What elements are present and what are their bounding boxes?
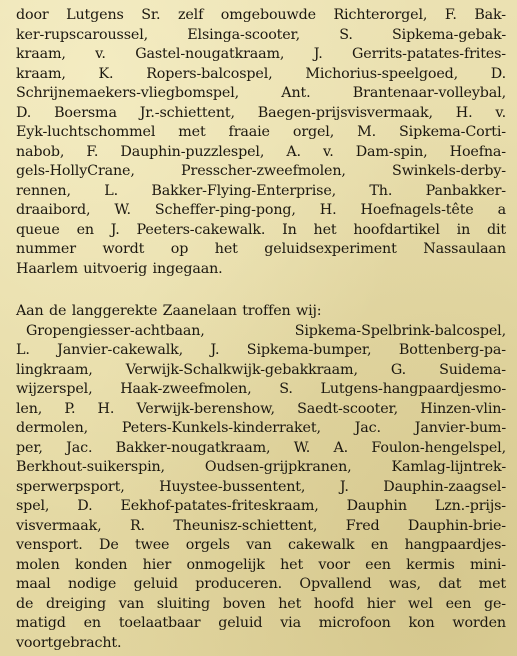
text-line: D. Boersma Jr.-schiettent, Baegen-prijsvisvermaak, H. v. xyxy=(16,104,506,121)
text-line: matigd en toelaatbaar geluid via microfoon kon worden xyxy=(16,615,506,631)
text-line: Schrijnemaekers-vliegbomspel, Ant. Brantenaar-volleybal, xyxy=(16,85,506,101)
paragraph-fairground-attractions-1 xyxy=(16,6,506,279)
text-line: Berkhout-suikerspin, Oudsen-grijpkranen, Kamlag-lijntrek- xyxy=(16,459,506,475)
text-line: L. Janvier-cakewalk, J. Sipkema-bumper, Bottenberg-pa- xyxy=(16,342,506,358)
text-line: wijzerspel, Haak-zweefmolen, S. Lutgens-hangpaardjesmo- xyxy=(16,381,506,397)
text-line: rennen, L. Bakker-Flying-Enterprise, Th. Panbakker- xyxy=(16,182,506,199)
text-line: gels-HollyCrane, Presscher-zweefmolen, Swinkels-derby- xyxy=(16,163,506,179)
text-line: Gropengiesser-achtbaan, Sipkema-Spelbrink-balcospel, xyxy=(26,322,506,339)
text-line: kraam, v. Gastel-nougatkraam, J. Gerrits-patates-frites- xyxy=(16,46,506,62)
text-line: sperwerpsport, Huystee-bussentent, J. Dauphin-zaagsel- xyxy=(16,478,506,495)
text-line: maal nodige geluid produceren. Opvallend was, dat met xyxy=(16,576,506,592)
text-line: spel, D. Eekhof-patates-friteskraam, Dauphin Lzn.-prijs- xyxy=(16,498,506,514)
text-line: nummer wordt op het geluidsexperiment Nassaulaan xyxy=(16,241,506,257)
text-line: vensport. De twee orgels van cakewalk en hangpaardjes- xyxy=(16,537,506,553)
text-line: len, P. H. Verwijk-berenshow, Saedt-scooter, Hinzen-vlin- xyxy=(16,400,506,417)
text-line: Eyk-luchtschommel met fraaie orgel, M. Sipkema-Corti- xyxy=(16,124,506,140)
text-line: de dreiging van sluiting boven het hoofd hier wel een ge- xyxy=(16,595,506,612)
text-line: queue en J. Peeters-cakewalk. In het hoofdartikel in dit xyxy=(16,221,506,238)
text-line: lingkraam, Verwijk-Schalkwijk-gebakkraam, G. Suidema- xyxy=(16,361,506,378)
text-line: visvermaak, R. Theunisz-schiettent, Fred Dauphin-brie- xyxy=(16,517,506,534)
text-line: ker-rupscaroussel, Elsinga-scooter, S. Sipkema-gebak- xyxy=(16,26,506,43)
text-line: voortgebracht. xyxy=(16,634,122,651)
text-line: door Lutgens Sr. zelf omgebouwde Richterorgel, F. Bak- xyxy=(16,7,506,23)
text-line: draaibord, W. Scheffer-ping-pong, H. Hoefnagels-tête a xyxy=(16,202,506,218)
text-line: nabob, F. Dauphin-puzzlespel, A. v. Dam-spin, Hoefna- xyxy=(16,143,506,160)
text-line: dermolen, Peters-Kunkels-kinderraket, Jac. Janvier-bum- xyxy=(16,420,506,436)
text-line: Aan de langgerekte Zaanelaan troffen wij: xyxy=(16,303,322,319)
text-line: per, Jac. Bakker-nougatkraam, W. A. Foulon-hengelspel, xyxy=(16,439,506,456)
text-line: kraam, K. Ropers-balcospel, Michorius-speelgoed, D. xyxy=(16,65,506,82)
text-line: molen konden hier onmogelijk het voor een kermis mini- xyxy=(16,556,506,573)
paragraph-zaanelaan-attractions xyxy=(16,302,506,653)
text-line: Haarlem uitvoerig ingegaan. xyxy=(16,260,223,277)
